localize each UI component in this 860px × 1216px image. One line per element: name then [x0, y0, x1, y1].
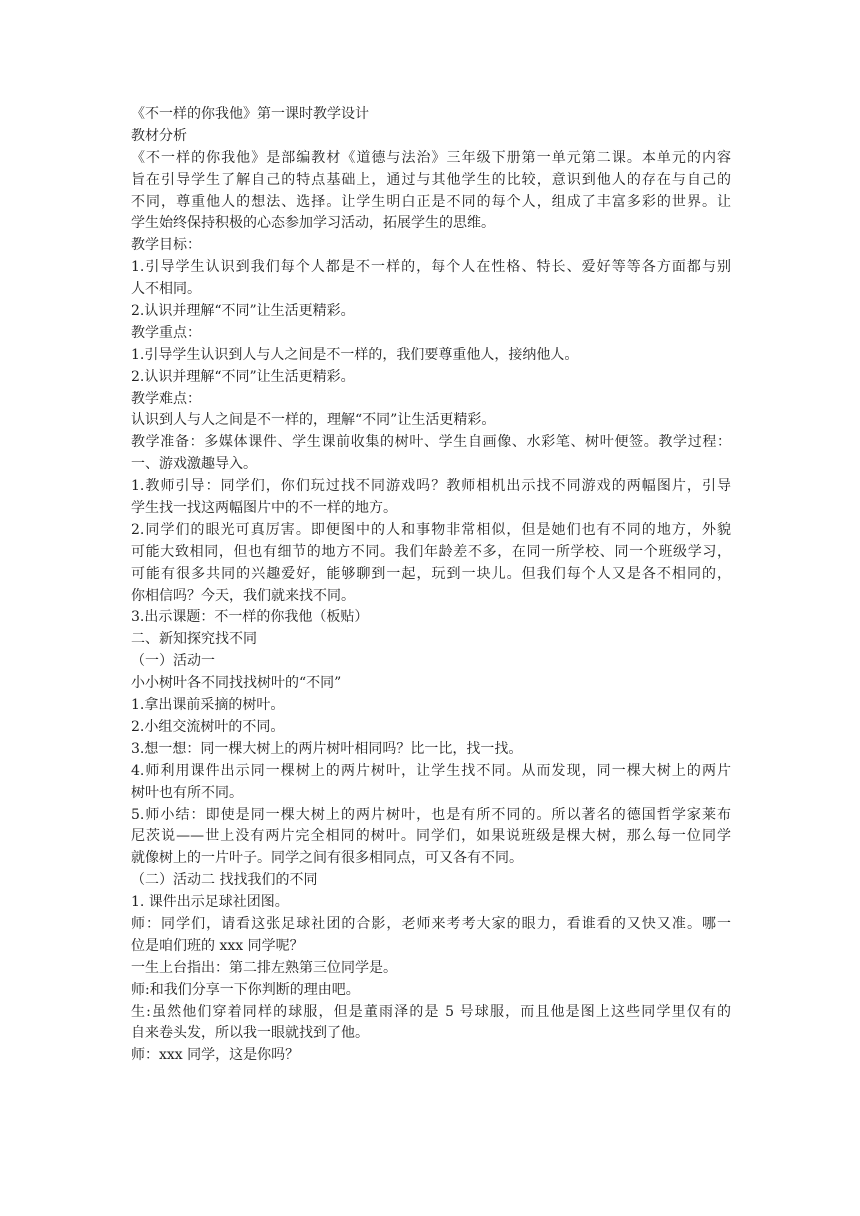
paragraph-line: 师:和我们分享一下你判断的理由吧。 [131, 981, 360, 998]
paragraph-line: 3.出示课题：不一样的你我他（板贴） [131, 609, 369, 626]
paragraph-line: 1.拿出课前采摘的树叶。 [131, 697, 285, 714]
paragraph-line: 师：同学们，请看这张足球社团的合影，老师来考考大家的眼力，看谁看的又快又准。哪一 [131, 915, 731, 932]
paragraph-line: 《不一样的你我他》是部编教材《道德与法治》三年级下册第一单元第二课。本单元的内容 [131, 149, 731, 166]
paragraph-line: 教学准备：多媒体课件、学生课前收集的树叶、学生自画像、水彩笔、树叶便签。教学过程： [131, 434, 731, 451]
paragraph-line: 不同，尊重他人的想法、选择。让学生明白正是不同的每个人，组成了丰富多彩的世界。让 [131, 193, 731, 210]
section-heading: 教学目标： [131, 237, 201, 254]
section-heading: 二、新知探究找不同 [131, 631, 257, 648]
section-heading: 教材分析 [131, 127, 187, 144]
paragraph-line: 1. 课件出示足球社团图。 [131, 894, 289, 911]
paragraph-line: 3.想一想：同一棵大树上的两片树叶相同吗？比一比，找一找。 [131, 740, 523, 757]
paragraph-line: 2.小组交流树叶的不同。 [131, 718, 285, 735]
paragraph-line: 4.师利用课件出示同一棵树上的两片树叶，让学生找不同。从而发现，同一棵大树上的两片 [131, 762, 731, 779]
paragraph-line: 生:虽然他们穿着同样的球服，但是董雨泽的是 5 号球服，而且他是图上这些同学里仅有的 [131, 1003, 731, 1020]
subsection-heading: （二）活动二 找找我们的不同 [131, 872, 318, 889]
paragraph-line: 旨在引导学生了解自己的特点基础上，通过与其他学生的比较，意识到他人的存在与自己的 [131, 171, 731, 188]
paragraph-line: 5.师小结：即使是同一棵大树上的两片树叶，也是有所不同的。所以著名的德国哲学家莱布 [131, 806, 731, 823]
section-heading: 教学难点： [131, 390, 201, 407]
paragraph-line: 一生上台指出：第二排左熟第三位同学是。 [131, 959, 397, 976]
paragraph-line: 师：xxx 同学，这是你吗？ [131, 1047, 300, 1064]
paragraph-line: 学生始终保持积极的心态参加学习活动，拓展学生的思维。 [131, 215, 495, 232]
subsection-heading: （一）活动一 [131, 653, 215, 670]
paragraph-line: 你相信吗？今天，我们就来找不同。 [131, 587, 355, 604]
paragraph-line: 人不相同。 [131, 281, 201, 298]
paragraph-line: 就像树上的一片叶子。同学之间有很多相同点，可又各有不同。 [131, 850, 523, 867]
section-heading: 一、游戏激趣导入。 [131, 456, 257, 473]
paragraph-line: 自来卷头发，所以我一眼就找到了他。 [131, 1025, 369, 1042]
paragraph-line: 1.引导学生认识到我们每个人都是不一样的，每个人在性格、特长、爱好等等各方面都与别 [131, 259, 731, 276]
paragraph-line: 2.认识并理解“不同”让生活更精彩。 [131, 303, 355, 320]
doc-title: 《不一样的你我他》第一课时教学设计 [131, 106, 369, 122]
document-body [131, 104, 731, 1067]
paragraph-line: 1.教师引导：同学们，你们玩过找不同游戏吗？教师相机出示找不同游戏的两幅图片，引导 [131, 478, 731, 495]
paragraph-line: 学生找一找这两幅图片中的不一样的地方。 [131, 500, 397, 517]
paragraph-line: 1.引导学生认识到人与人之间是不一样的，我们要尊重他人，接纳他人。 [131, 346, 579, 363]
paragraph-line: 树叶也有所不同。 [131, 784, 243, 801]
paragraph-line: 可能有很多共同的兴趣爱好，能够聊到一起，玩到一块儿。但我们每个人又是各不相同的， [131, 565, 731, 582]
paragraph-line: 小小树叶各不同找找树叶的“不同” [131, 675, 342, 692]
section-heading: 教学重点： [131, 324, 201, 341]
paragraph-line: 2.同学们的眼光可真厉害。即便图中的人和事物非常相似，但是她们也有不同的地方，外貌 [131, 521, 731, 538]
paragraph-line: 2.认识并理解“不同”让生活更精彩。 [131, 368, 355, 385]
paragraph-line: 可能大致相同，但也有细节的地方不同。我们年龄差不多，在同一所学校、同一个班级学习， [131, 543, 731, 560]
paragraph-line: 位是咱们班的 xxx 同学呢？ [131, 937, 304, 954]
paragraph-line: 认识到人与人之间是不一样的，理解“不同”让生活更精彩。 [131, 412, 496, 429]
paragraph-line: 尼茨说——世上没有两片完全相同的树叶。同学们，如果说班级是棵大树，那么每一位同学 [131, 828, 731, 845]
